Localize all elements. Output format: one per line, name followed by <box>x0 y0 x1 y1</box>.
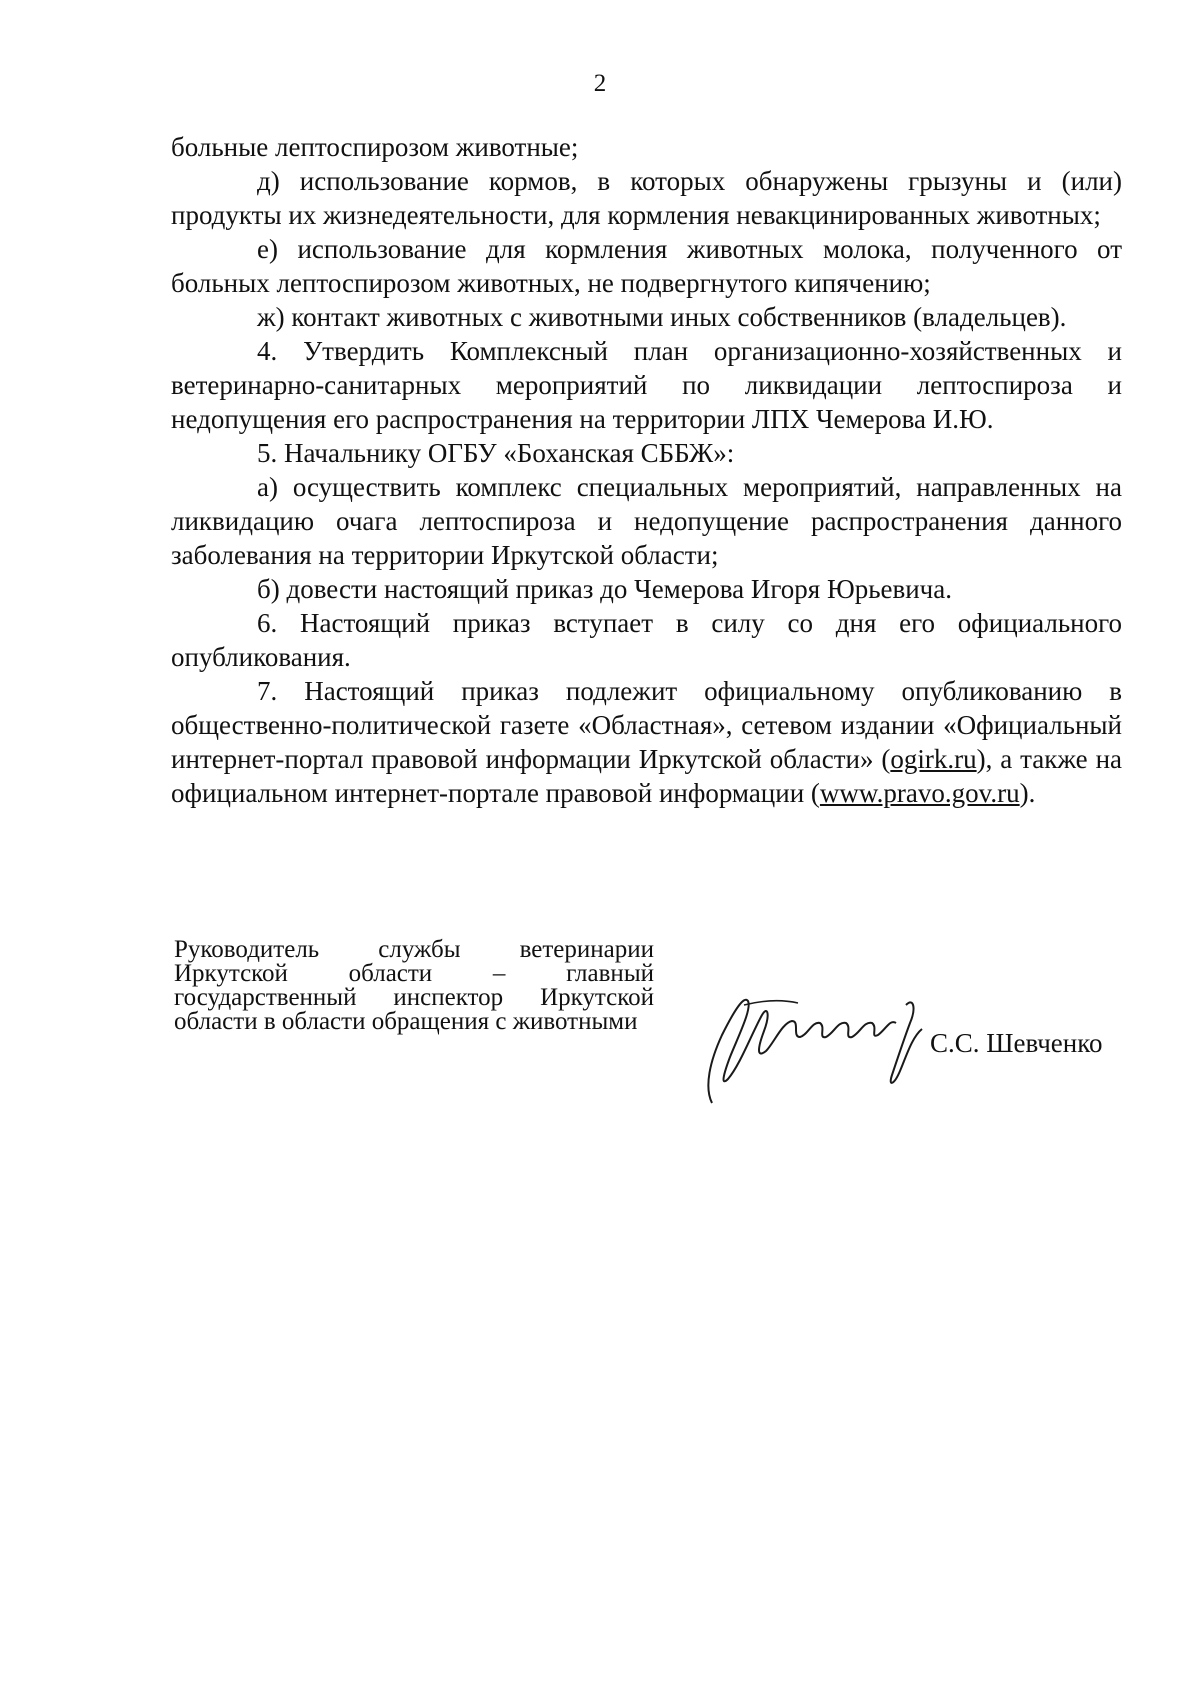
paragraph-5a: а) осуществить комплекс специальных мероприятий, направленных на ликвидацию очага лептоспироза и недопущение распространения данного заболевания на территории Иркутской области; <box>171 472 1122 570</box>
signer-name: С.С. Шевченко <box>930 1028 1103 1058</box>
ogirk-link[interactable]: ogirk.ru <box>890 744 977 774</box>
paragraph-4: 4. Утвердить Комплексный план организационно-хозяйственных и ветеринарно-санитарных мероприятий по ликвидации лептоспироза и недопущения его распространения на территории ЛПХ Чемерова И.Ю. <box>171 336 1122 434</box>
paragraph-5b: б) довести настоящий приказ до Чемерова Игоря Юрьевича. <box>257 574 952 604</box>
paragraph-continuation: больные лептоспирозом животные; <box>171 132 579 162</box>
paragraph-item-zh: ж) контакт животных с животными иных собственников (владельцев). <box>257 302 1067 332</box>
paragraph-7-text: 7. Настоящий приказ подлежит официальному опубликованию в общественно-политической газете «Областная», сетевом издании «Официальный интернет-портал правовой информации Иркутской области» ( <box>171 676 1122 774</box>
paragraph-7 <box>171 674 1122 810</box>
handwritten-signature <box>700 975 940 1115</box>
document-body <box>171 130 1122 810</box>
signatory-position <box>174 938 654 1034</box>
signatory-title: Руководитель службы ветеринарии Иркутской области – главный государственный инспектор Иркутской области в области обращения с животными <box>174 936 654 1035</box>
paragraph-6: 6. Настоящий приказ вступает в силу со дня его официального опубликования. <box>171 608 1122 672</box>
pravo-gov-link[interactable]: www.pravo.gov.ru <box>819 778 1020 808</box>
paragraph-item-d: д) использование кормов, в которых обнаружены грызуны и (или) продукты их жизнедеятельности, для кормления невакцинированных животных; <box>171 166 1122 230</box>
paragraph-7-text-middle: ), а также на официальном интернет-портале правовой информации ( <box>171 744 1122 808</box>
paragraph-item-e: е) использование для кормления животных молока, полученного от больных лептоспирозом животных, не подвергнутого кипячению; <box>171 234 1122 298</box>
page-number: 2 <box>593 70 607 97</box>
paragraph-5: 5. Начальнику ОГБУ «Боханская СББЖ»: <box>257 438 735 468</box>
paragraph-7-text-end: ). <box>1019 778 1036 808</box>
